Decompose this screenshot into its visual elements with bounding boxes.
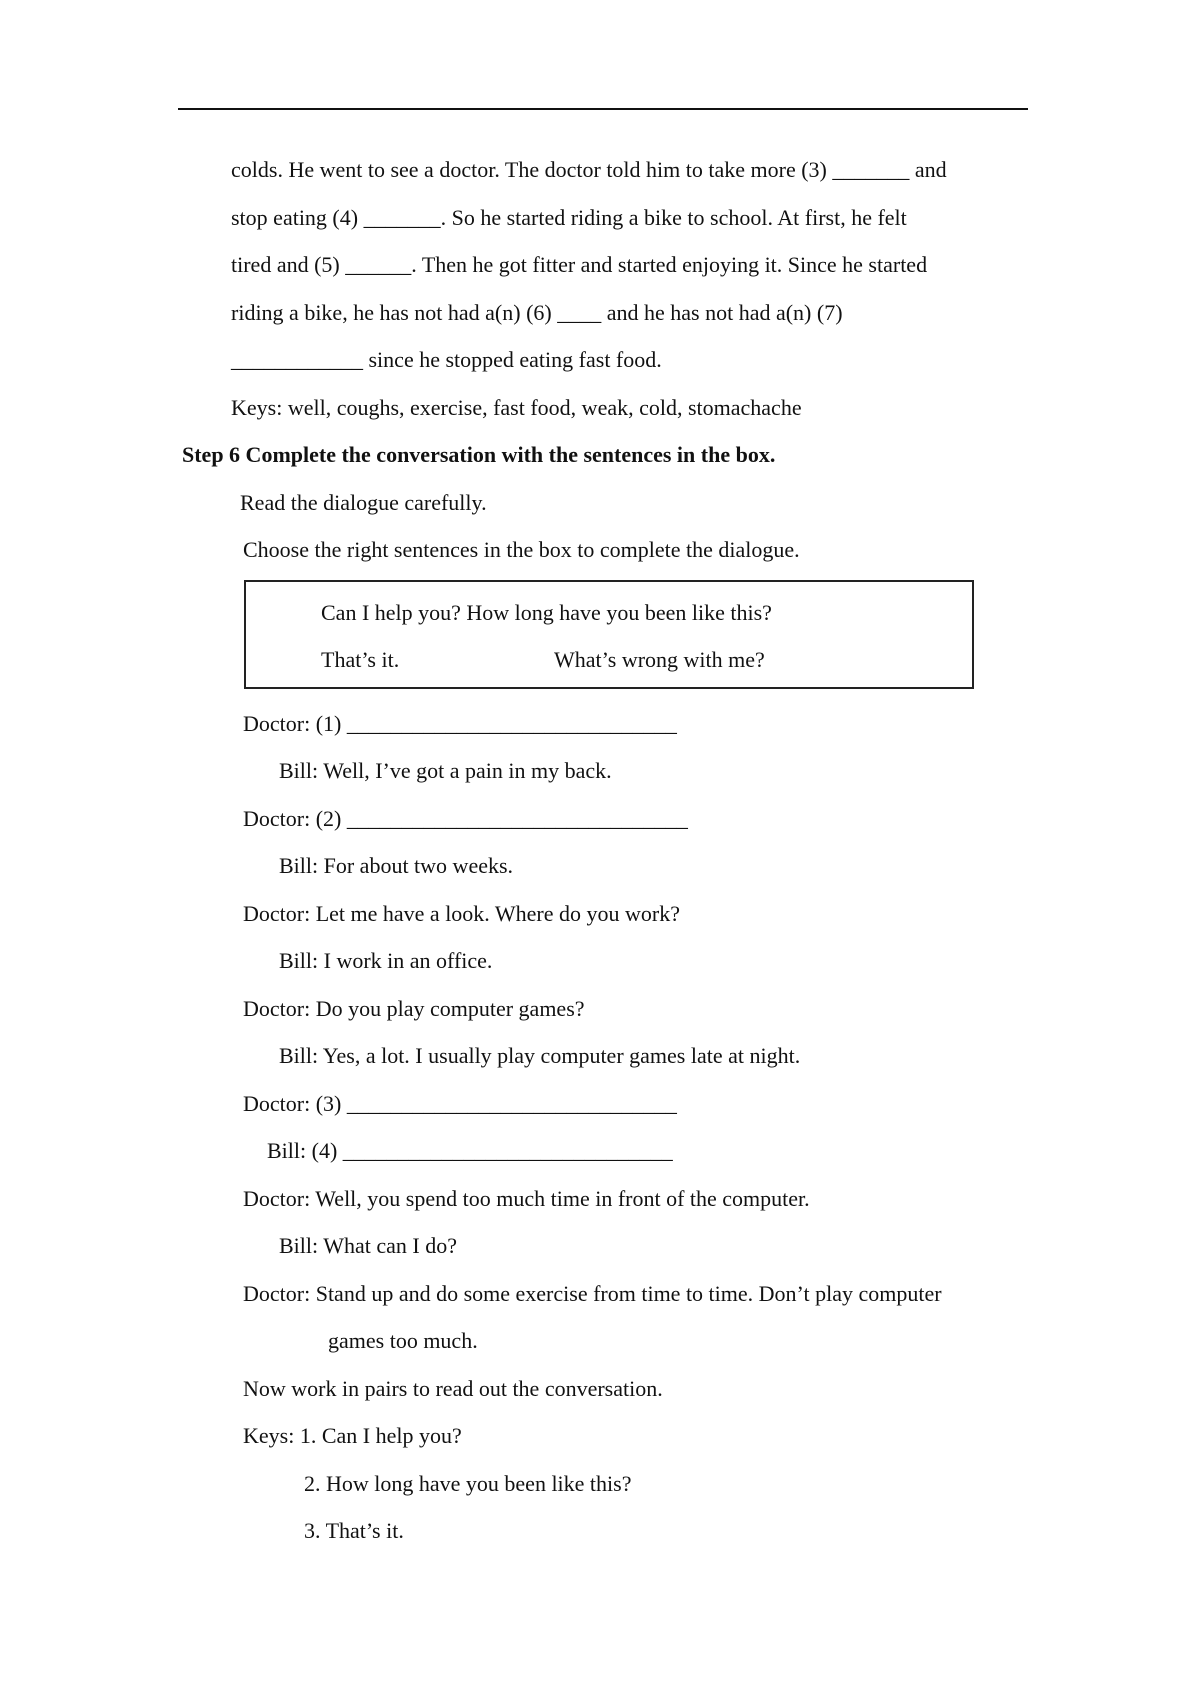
dialogue-line: Doctor: (1) ______________________________ (243, 711, 677, 736)
box-row-1: Can I help you? How long have you been like this? (321, 600, 772, 625)
pairs-instruction: Now work in pairs to read out the conversation. (243, 1376, 663, 1401)
box-row-2-left: That’s it. (321, 647, 400, 672)
dialogue-line: Bill: I work in an office. (279, 948, 493, 973)
dialogue-line: Doctor: Let me have a look. Where do you work? (243, 901, 681, 926)
dialogue-line: Bill: (4) ______________________________ (267, 1138, 673, 1163)
step6-instruction-2: Choose the right sentences in the box to complete the dialogue. (243, 537, 800, 562)
passage-line-2: stop eating (4) _______. So he started riding a bike to school. At first, he felt (231, 205, 907, 230)
step6-heading: Step 6 Complete the conversation with the sentences in the box. (182, 442, 776, 467)
answer-key-2: 2. How long have you been like this? (304, 1471, 632, 1496)
passage-line-3: tired and (5) ______. Then he got fitter and started enjoying it. Since he started (231, 252, 928, 277)
passage-line-5: ____________ since he stopped eating fast food. (231, 347, 662, 372)
dialogue-line: Bill: Yes, a lot. I usually play computer games late at night. (279, 1043, 801, 1068)
dialogue-line: Doctor: (2) _______________________________ (243, 806, 688, 831)
header-rule (178, 108, 1028, 110)
answer-key-3: 3. That’s it. (304, 1518, 404, 1543)
dialogue-line: Doctor: Do you play computer games? (243, 996, 585, 1021)
answer-key-1: Keys: 1. Can I help you? (243, 1423, 462, 1448)
dialogue-line: Bill: Well, I’ve got a pain in my back. (279, 758, 612, 783)
dialogue-line: Bill: For about two weeks. (279, 853, 514, 878)
dialogue-line: Doctor: Stand up and do some exercise from time to time. Don’t play computer (243, 1281, 942, 1306)
passage-line-4: riding a bike, he has not had a(n) (6) ____ and he has not had a(n) (7) (231, 300, 843, 325)
box-row-2-right: What’s wrong with me? (554, 647, 765, 672)
dialogue-line: Doctor: Well, you spend too much time in front of the computer. (243, 1186, 810, 1211)
passage-keys: Keys: well, coughs, exercise, fast food, weak, cold, stomachache (231, 395, 802, 420)
passage-line-1: colds. He went to see a doctor. The doctor told him to take more (3) _______ and (231, 157, 947, 182)
dialogue-line: Bill: What can I do? (279, 1233, 457, 1258)
step6-instruction-1: Read the dialogue carefully. (240, 490, 487, 515)
dialogue-line: games too much. (328, 1328, 478, 1353)
dialogue-line: Doctor: (3) ______________________________ (243, 1091, 677, 1116)
